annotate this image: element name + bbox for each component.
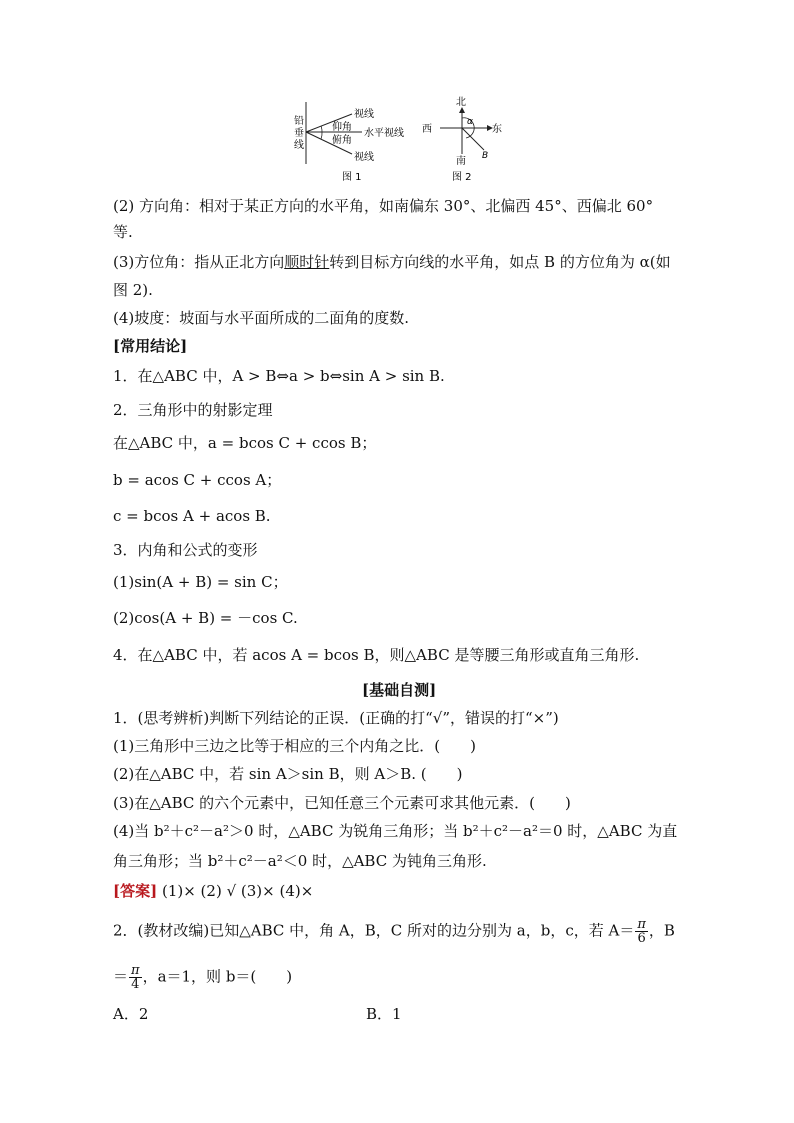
statement-3: (3)在△ABC 的六个元素中，已知任意三个元素可求其他元素．( ) (113, 794, 571, 812)
direction-angle-line: (2) 方向角：相对于某正方向的水平角，如南偏东 30°、北偏西 45°、西偏北 60° (113, 197, 654, 215)
direction-line-b (462, 128, 484, 150)
angle-sum-sin: (1)sin(A + B) = sin C； (113, 573, 288, 591)
conclusion-2-title: 2．三角形中的射影定理 (113, 401, 273, 419)
bearing-text-pre: (3)方位角：指从正北方向 (113, 253, 285, 271)
projection-formula-b: b = acos C + ccos A； (113, 471, 282, 489)
angle-sum-cos: (2)cos(A + B) = －cos C. (113, 609, 298, 627)
sight-lower-label: 视线 (354, 152, 374, 163)
fig2-caption: 图 2 (452, 172, 472, 183)
south-label: 南 (456, 156, 466, 167)
bearing-text-post: 转到目标方向线的水平角，如点 B 的方位角为 α(如 (329, 253, 671, 271)
fraction-pi-over-6 (635, 918, 648, 945)
point-b-label: B (482, 151, 489, 161)
statement-2: (2)在△ABC 中，若 sin A＞sin B，则 A＞B. ( ) (113, 765, 463, 783)
question-2-cont-pre: ＝ (113, 967, 129, 986)
common-conclusions-heading: [常用结论] (113, 337, 188, 355)
fraction-denominator: 4 (131, 977, 140, 992)
statement-4-cont: 角三角形；当 b²＋c²－a²＜0 时，△ABC 为钝角三角形. (113, 852, 487, 870)
figure-1 (288, 98, 428, 184)
north-label: 北 (456, 97, 466, 108)
horizontal-sight-label: 水平视线 (364, 128, 404, 139)
projection-formula-c: c = bcos A + acos B. (113, 507, 271, 525)
statement-1: (1)三角形中三边之比等于相应的三个内角之比．( ) (113, 737, 476, 755)
question-2-pre: 2．(教材改编)已知△ABC 中，角 A，B，C 所对的边分别为 a，b，c，若 A＝ (113, 921, 635, 940)
conclusion-1: 1．在△ABC 中，A > B⇔a > b⇔sin A > sin B. (113, 367, 445, 385)
fraction-denominator: 6 (637, 931, 646, 946)
fraction-numerator: π (637, 917, 646, 932)
question-2-post: ，B (648, 921, 675, 940)
elevation-arc (321, 126, 322, 132)
answer-line (113, 881, 313, 901)
question-1: 1．(思考辨析)判断下列结论的正误．(正确的打“√”，错误的打“×”) (113, 709, 559, 727)
alpha-label: α (467, 117, 473, 127)
figure-2 (418, 94, 518, 184)
sight-upper-label: 视线 (354, 109, 374, 120)
vertical-label-3: 线 (294, 140, 304, 151)
answer-tag: [答案] (113, 882, 158, 900)
question-2-cont-post: ，a＝1，则 b＝( ) (142, 967, 293, 986)
depression-label: 俯角 (332, 135, 352, 146)
west-label: 西 (422, 124, 432, 135)
question-2-cont (113, 964, 292, 991)
conclusion-3-title: 3．内角和公式的变形 (113, 541, 258, 559)
option-a: A．2 (113, 1005, 149, 1023)
fraction-numerator: π (131, 963, 140, 978)
conclusion-4: 4．在△ABC 中，若 acos A = bcos B，则△ABC 是等腰三角形或直角三角形. (113, 646, 640, 664)
basic-self-test-heading: [基础自测] (362, 681, 437, 699)
bearing-line (113, 252, 671, 272)
clockwise-term: 顺时针 (284, 253, 330, 271)
fraction-pi-over-4 (129, 964, 142, 991)
depression-arc (321, 132, 322, 139)
option-b: B．1 (366, 1005, 402, 1023)
answer-body: (1)× (2) √ (3)× (4)× (157, 882, 314, 900)
bearing-line-cont: 图 2). (113, 281, 153, 299)
east-label: 东 (492, 124, 502, 135)
statement-4: (4)当 b²＋c²－a²＞0 时，△ABC 为锐角三角形；当 b²＋c²－a²＝0 时，△ABC 为直 (113, 822, 678, 840)
vertical-label-2: 垂 (294, 128, 304, 139)
slope-line: (4)坡度：坡面与水平面所成的二面角的度数. (113, 309, 410, 327)
question-2 (113, 918, 675, 945)
fig1-caption: 图 1 (342, 172, 362, 183)
elevation-label: 仰角 (332, 122, 352, 133)
direction-angle-line-cont: 等. (113, 223, 133, 241)
vertical-label-1: 铅 (294, 116, 304, 127)
projection-formula-a: 在△ABC 中，a = bcos C + ccos B； (113, 434, 377, 452)
